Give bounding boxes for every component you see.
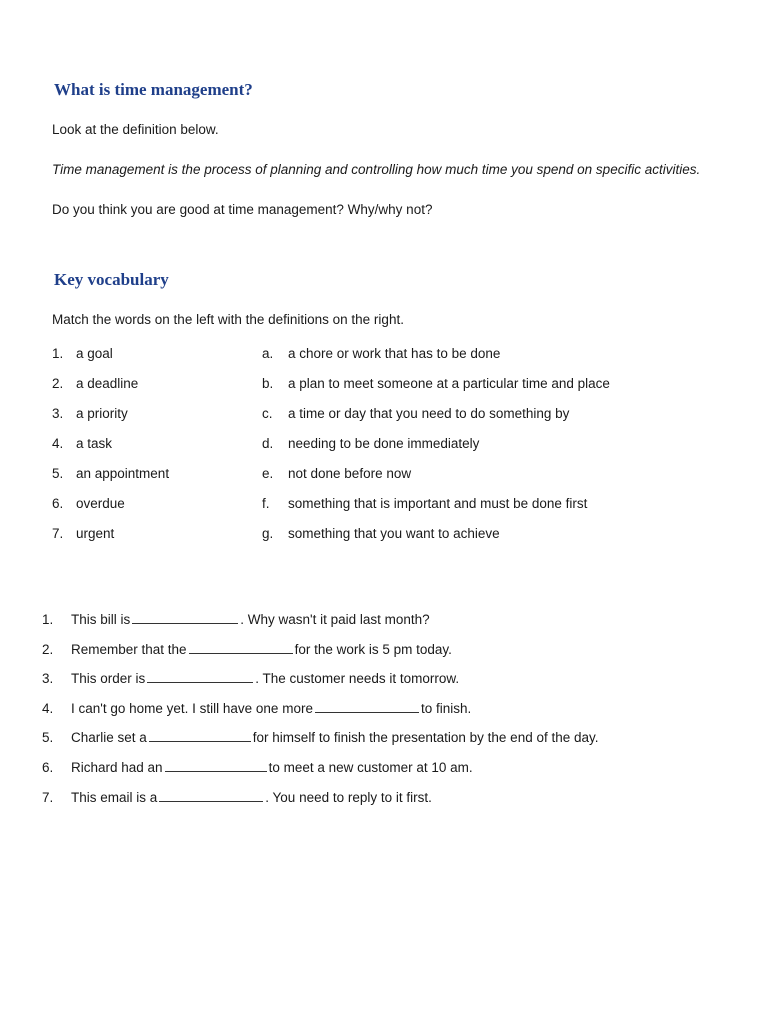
vocab-word: a priority xyxy=(76,406,128,421)
sentence-end: . You need to reply to it first. xyxy=(265,789,432,805)
vocab-definition: not done before now xyxy=(288,466,412,481)
vocab-definition: something that is important and must be done first xyxy=(288,496,588,511)
sentence-end: to meet a new customer at 10 am. xyxy=(268,760,473,775)
answer-blank[interactable] xyxy=(315,701,419,713)
sentence-number: 7. xyxy=(42,789,54,805)
sentence-end: . The customer needs it tomorrow. xyxy=(255,671,460,687)
vocab-word: urgent xyxy=(76,526,115,541)
sentence-end: for the work is 5 pm today. xyxy=(294,641,452,657)
sentence-text xyxy=(71,612,430,627)
vocab-definition: a time or day that you need to do something by xyxy=(288,406,570,421)
vocab-definition: a plan to meet someone at a particular time and place xyxy=(288,376,610,391)
answer-blank[interactable] xyxy=(189,642,293,654)
word-number: 7. xyxy=(52,526,64,541)
sentence-text xyxy=(71,730,599,745)
sentence-start: Richard had an xyxy=(71,760,163,775)
section-title-key-vocabulary: Key vocabulary xyxy=(54,270,169,289)
word-number: 4. xyxy=(52,436,64,451)
vocab-definition: something that you want to achieve xyxy=(288,526,500,541)
vocab-word: a goal xyxy=(76,346,113,361)
sentence-end: . Why wasn't it paid last month? xyxy=(240,612,430,627)
answer-blank[interactable] xyxy=(165,760,267,772)
sentence-end: for himself to finish the presentation by the end of the day. xyxy=(252,730,599,746)
word-number: 3. xyxy=(52,406,64,421)
answer-blank[interactable] xyxy=(132,612,238,624)
matching-instruction: Match the words on the left with the definitions on the right. xyxy=(52,312,404,327)
word-number: 1. xyxy=(52,346,64,361)
sentence-end: to finish. xyxy=(420,700,472,716)
sentence-text xyxy=(71,790,432,805)
vocab-definition: a chore or work that has to be done xyxy=(288,346,501,361)
sentence-start: This bill is xyxy=(71,612,131,627)
word-number: 6. xyxy=(52,496,64,511)
definition-letter: a. xyxy=(262,346,274,361)
definition-letter: d. xyxy=(262,436,274,451)
sentence-number: 5. xyxy=(42,730,54,746)
answer-blank[interactable] xyxy=(159,790,263,802)
sentence-start: This email is a xyxy=(71,789,158,805)
definition-letter: f. xyxy=(262,496,270,511)
sentence-start: Remember that the xyxy=(71,641,187,657)
sentence-text xyxy=(71,701,471,716)
definition-letter: b. xyxy=(262,376,274,391)
instruction-text: Look at the definition below. xyxy=(52,122,219,137)
vocab-word: a task xyxy=(76,436,113,451)
word-number: 5. xyxy=(52,466,64,481)
sentence-number: 3. xyxy=(42,671,54,687)
sentence-number: 4. xyxy=(42,700,54,716)
answer-blank[interactable] xyxy=(149,730,251,742)
sentence-start: Charlie set a xyxy=(71,730,147,746)
definition-letter: g. xyxy=(262,526,274,541)
sentence-number: 1. xyxy=(42,612,54,627)
vocab-word: an appointment xyxy=(76,466,170,481)
word-number: 2. xyxy=(52,376,64,391)
discussion-question: Do you think you are good at time management? Why/why not? xyxy=(52,202,433,217)
vocab-word: overdue xyxy=(76,496,125,511)
sentence-number: 2. xyxy=(42,641,54,657)
sentence-number: 6. xyxy=(42,760,54,775)
sentence-start: This order is xyxy=(71,671,146,687)
sentence-text xyxy=(71,671,459,686)
section-title-time-management: What is time management? xyxy=(54,80,253,99)
sentence-text xyxy=(71,760,473,775)
sentence-text xyxy=(71,642,452,657)
vocab-word: a deadline xyxy=(76,376,139,391)
sentence-start: I can't go home yet. I still have one more xyxy=(71,700,313,716)
definition-text: Time management is the process of planning and controlling how much time you spend on specific activities. xyxy=(52,162,701,177)
vocab-definition: needing to be done immediately xyxy=(288,436,480,451)
definition-letter: c. xyxy=(262,406,273,421)
answer-blank[interactable] xyxy=(147,671,253,683)
definition-letter: e. xyxy=(262,466,274,481)
